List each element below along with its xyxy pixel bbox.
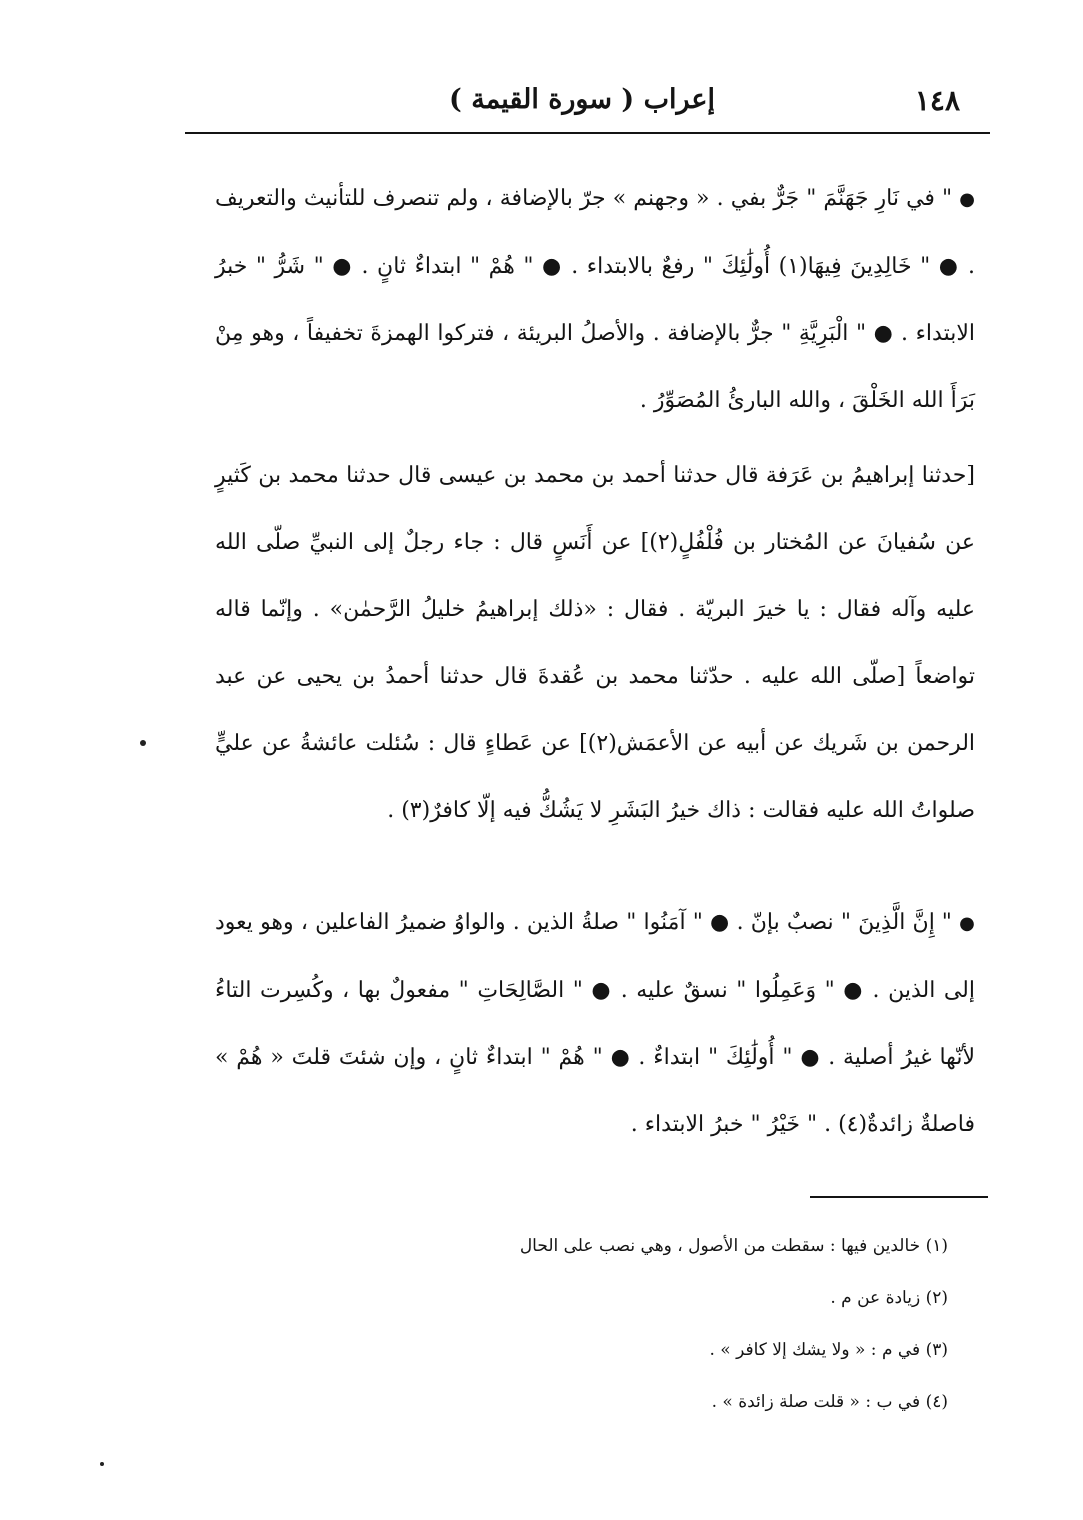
paragraph-1-text: " في نَارِ جَهَنَّمَ " جَرٌّ بفي . « وجهنم » جرّ بالإضافة ، ولم تنصرف للتأنيث والتعريف . ● " خَالِدِينَ فِيهَا(١) أُولَٰئِكَ " رفعٌ بالابتداء . ● " هُمْ " ابتداءٌ ثانٍ . ● " شَرُّ " خبرُ الابتداء . ● " الْبَرِيَّةِ " جرٌّ بالإضافة . والأصلُ البريئة ، فتركوا الهمزةَ تخفيفاً ، وهو مِنْ بَرَأَ الله الخَلْقَ ، والله البارئُ المُصَوِّرُ . <box>215 186 975 413</box>
bullet-icon: ● <box>959 913 975 934</box>
paragraph-2-text: [حدثنا إبراهيمُ بن عَرَفة قال حدثنا أحمد بن محمد بن عيسى قال حدثنا محمد بن كَثيرٍ عن سُفيانَ عن المُختار بن فُلْفُلٍ(٢)] عن أَنَسٍ قال : جاء رجلٌ إلى النبيِّ صلّى الله عليه وآله فقال : يا خيرَ البريّة . فقال : «ذلك إبراهيمُ خليلُ الرَّحمٰن» . وإنّما قاله تواضعاً [صلّى الله عليه . حدّثنا محمد بن عُقدةَ قال حدثنا أحمدُ بن يحيى عن عبد الرحمن بن شَريك عن أبيه عن الأعمَش(٢)] عن عَطاءٍ قال : سُئلت عائشةُ عن عليٍّ صلواتُ الله عليه فقالت : ذاك خيرُ البَشَرِ لا يَشُكُّ فيه إلّا كافرٌ(٣) . <box>215 463 976 823</box>
scan-speck <box>140 740 146 746</box>
footnote-4: (٤) في ب : « قلت صلة زائدة » . <box>711 1392 948 1412</box>
bullet-icon: ● <box>959 189 975 210</box>
footnotes <box>428 1232 948 1440</box>
paragraph-1 <box>215 165 975 434</box>
paragraph-2 <box>215 442 975 844</box>
paragraph-3 <box>215 889 975 1158</box>
main-text <box>215 165 975 1158</box>
page-header <box>185 80 990 130</box>
running-head-title: إعراب ( سورة القيمة ) <box>449 84 715 115</box>
scan-speck <box>100 1462 104 1466</box>
footnote-1: (١) خالدين فيها : سقطت من الأصول ، وهي نصب على الحال <box>519 1236 948 1256</box>
footnote-2: (٢) زيادة عن م . <box>830 1288 948 1308</box>
footnote-3: (٣) في م : « ولا يشك إلا كافر » . <box>709 1340 948 1360</box>
paragraph-3-text: " إِنَّ الَّذِينَ " نصبٌ بإنّ . ● " آمَنُوا " صلةُ الذين . والواوُ ضميرُ الفاعلين ، وهو يعود إلى الذين . ● " وَعَمِلُوا " نسقٌ عليه . ● " الصَّالِحَاتِ " مفعولٌ بها ، وكُسِرت التاءُ لأنّها غيرُ أصلية . ● " أُولَٰئِكَ " ابتداءٌ . ● " هُمْ " ابتداءٌ ثانٍ ، وإن شئتَ قلتَ « هُمْ » فاصلةٌ زائدةٌ(٤) . " خَيْرُ " خبرُ الابتداء . <box>215 910 975 1137</box>
page-number: ١٤٨ <box>914 84 960 117</box>
footnote-rule <box>810 1196 988 1198</box>
header-rule <box>185 132 990 134</box>
